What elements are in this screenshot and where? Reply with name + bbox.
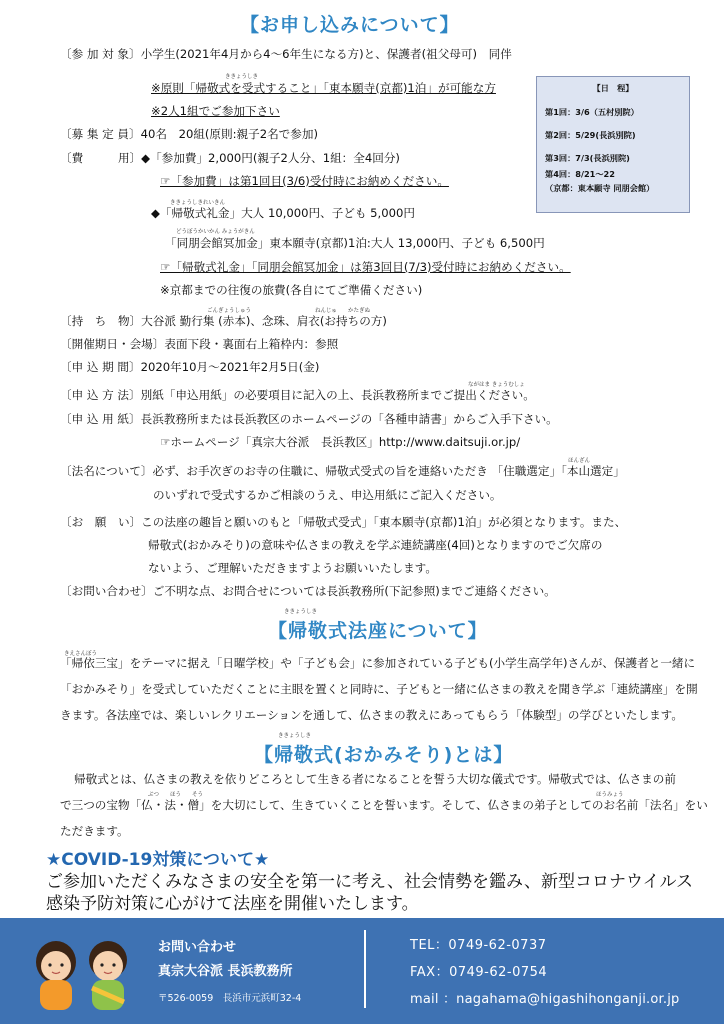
homyo-text-1: 必ず、お手次ぎのお寺の住職に、帰敬式受式の旨を連絡いただき 「住職選定」「本山選定」 [152, 464, 625, 478]
covid-line: ご参加いただくみなさまの安全を第一に考え、社会情勢を鑑み、新型コロナウイルス [46, 872, 694, 892]
request-text-1: この法座の趣旨と願いのもと「帰敬式受式」「東本願寺(京都)1泊」が必須となります。また、 [141, 515, 627, 529]
covid-line: 感染予防対策に心がけて法座を開催いたします。 [46, 894, 419, 914]
participants-text: 小学生(2021年4月から4～6年生になる方)と、保護者(祖父母可) 同伴 [140, 47, 512, 61]
ruby-section2-kikyoshiki: ききょうしき [284, 609, 318, 615]
request-row [60, 515, 626, 530]
request-text-2: 帰敬式(おかみそり)の意味や仏さまの教えを学ぶ連続講座(4回)となりますのでご欠席の [148, 538, 603, 552]
period-text: 2020年10月～2021年2月5日(金) [140, 360, 320, 374]
fee-label: 〔費 用〕 [60, 151, 142, 165]
footer-contact-heading: お問い合わせ [158, 940, 237, 955]
inquiry-label: 〔お問い合わせ〕 [60, 584, 153, 598]
fee-participation-note: ☞「参加費」は第1回目(3/6)受付時にお納めください。 [160, 174, 449, 188]
footer-address: 〒526-0059 長浜市元浜町32-4 [158, 993, 302, 1004]
items-row [60, 314, 387, 329]
period-row [60, 360, 319, 375]
footer-tel[interactable]: TEL：0749-62-0737 [410, 938, 547, 953]
section2-line: 「帰依三宝」をテーマに据え「日曜学校」や「子ども会」に参加されている子ども(小学生高学年)さんが、保護者と一緒に [60, 656, 696, 670]
schedule-item: 第1回：3/6（五村別院） [545, 107, 639, 117]
covid-title: ★COVID-19対策について★ [46, 850, 270, 870]
ruby-honzan: ほんざん [568, 458, 591, 464]
footer-org-name: 真宗大谷派 長浜教務所 [158, 964, 293, 979]
section-title-application: 【お申し込みについて】 [240, 14, 460, 36]
ruby-section3-kikyoshiki: ききょうしき [278, 733, 312, 739]
footer-fax: FAX：0749-62-0754 [410, 965, 548, 980]
homyo-text-2: のいずれで受式するかご相談のうえ、申込用紙にご記入ください。 [153, 488, 502, 502]
schedule-item: 第2回：5/29(長浜別院) [545, 130, 636, 140]
homyo-row [60, 464, 625, 479]
participants-label: 〔参 加 対 象〕 [60, 47, 141, 61]
form-label: 〔申 込 用 紙〕 [60, 412, 141, 426]
request-text-3: ないよう、ご理解いただきますようお願いいたします。 [148, 561, 437, 575]
recruit-text: 40名 20組(原則:親子2名で参加) [140, 127, 318, 141]
items-text: 大谷派 勤行集 (赤本)、念珠、肩衣(お持ちの方) [141, 314, 387, 328]
form-row [60, 412, 558, 427]
ruby-nenju-kataginu: ねんじゅ かたぎぬ [315, 308, 371, 314]
dates-row [60, 337, 338, 352]
note-principle: ※原則「帰敬式を受式すること」「東本願寺(京都)1泊」が可能な方 [151, 81, 496, 95]
homepage-link[interactable]: ☞ホームページ「真宗大谷派 長浜教区」http://www.daitsuji.or.jp/ [160, 435, 521, 449]
note-pair: ※2人1組でご参加下さい [151, 104, 280, 118]
ruby-kiesanbo: きえさんぼう [64, 651, 98, 657]
section3-line: で三つの宝物「仏・法・僧」を大切にして、生きていくことを誓います。そして、仏さまの弟子としてのお名前「法名」をい [60, 798, 708, 812]
footer-contact-bar [0, 918, 724, 1024]
ruby-kikyoshiki: ききょうしき [225, 74, 259, 80]
ruby-butsu-ho-so: ぶつ ほう そう [148, 792, 204, 798]
footer-mail[interactable]: mail ：nagahama@higashihonganji.or.jp [410, 992, 680, 1007]
recruit-row [60, 127, 318, 142]
method-row [60, 388, 535, 403]
recruit-label: 〔募 集 定 員〕 [60, 127, 141, 141]
schedule-item: 第3回：7/3(長浜別院) [545, 153, 630, 163]
children-illustration-icon [28, 932, 140, 1016]
fee-hall: 「同朋会館冥加金」東本願寺(京都)1泊:大人 13,000円、子ども 6,500円 [165, 236, 545, 250]
fee-row [60, 151, 400, 166]
section-title-what-is-kikyoshiki: 【帰敬式(おかみそり)とは】 [254, 744, 514, 766]
section-title-ceremony-seminar: 【帰敬式法座について】 [268, 620, 488, 642]
fee-travel: ※京都までの往復の旅費(各自にてご準備ください) [160, 283, 423, 297]
inquiry-text: ご不明な点、お問合せについては長浜教務所(下記参照)までご連絡ください。 [152, 584, 556, 598]
dates-text: 表面下段・裏面右上箱枠内：参照 [164, 337, 339, 351]
participants-row [60, 47, 512, 62]
footer-divider [364, 930, 366, 1008]
period-label: 〔申 込 期 間〕 [60, 360, 141, 374]
ruby-homyo: ほうみょう [596, 792, 624, 798]
section2-line: 「おかみそり」を受式していただくことに主眼を置くと同時に、子どもと一緒に仏さまの教えを聞き学ぶ「連続講座」を開 [60, 682, 698, 696]
fee-hall-note: ☞「帰敬式礼金」「同朋会館冥加金」は第3回目(7/3)受付時にお納めください。 [160, 260, 571, 274]
fee-participation: ◆「参加費」2,000円(親子2人分、1組：全4回分) [141, 151, 400, 165]
ruby-nagahama: ながはま きょうむしょ [468, 382, 525, 388]
items-label: 〔持 ち 物〕 [60, 314, 142, 328]
form-text: 長浜教務所または長浜教区のホームページの「各種申請書」からご入手下さい。 [140, 412, 558, 426]
section3-line: 帰敬式とは、仏さまの教えを依りどころとして生きる者になることを誓う大切な儀式です。帰敬式では、仏さまの前 [74, 772, 676, 786]
homyo-label: 〔法名について〕 [60, 464, 153, 478]
inquiry-row [60, 584, 556, 599]
section2-paragraph [60, 650, 698, 728]
schedule-item: 第4回：8/21～22 [545, 169, 615, 179]
method-text: 別紙「申込用紙」の必要項目に記入の上、長浜教務所までご提出ください。 [140, 388, 535, 402]
dates-label: 〔開催期日・会場〕 [60, 337, 165, 351]
schedule-item: （京都：東本願寺 同朋会館） [545, 183, 655, 193]
ruby-kikyoshiki-reikin: ききょうしきれいきん [170, 200, 226, 206]
schedule-box [536, 76, 690, 213]
schedule-title: 【日 程】 [592, 83, 634, 93]
section2-line: きます。各法座では、楽しいレクリエーションを通して、仏さまの教えにあってもらう「体験型」の学びといたします。 [60, 708, 683, 722]
ruby-doboukaikan: どうぼうかいかん みょうがきん [176, 229, 255, 235]
covid-body [46, 871, 693, 915]
method-label: 〔申 込 方 法〕 [60, 388, 141, 402]
section3-paragraph [60, 766, 708, 844]
request-label: 〔お 願 い〕 [60, 515, 142, 529]
section3-line: ただきます。 [60, 824, 129, 838]
fee-ceremony: ◆「帰敬式礼金」大人 10,000円、子ども 5,000円 [151, 206, 415, 220]
ruby-gongyoshu: ごんぎょうしゅう [207, 308, 252, 314]
